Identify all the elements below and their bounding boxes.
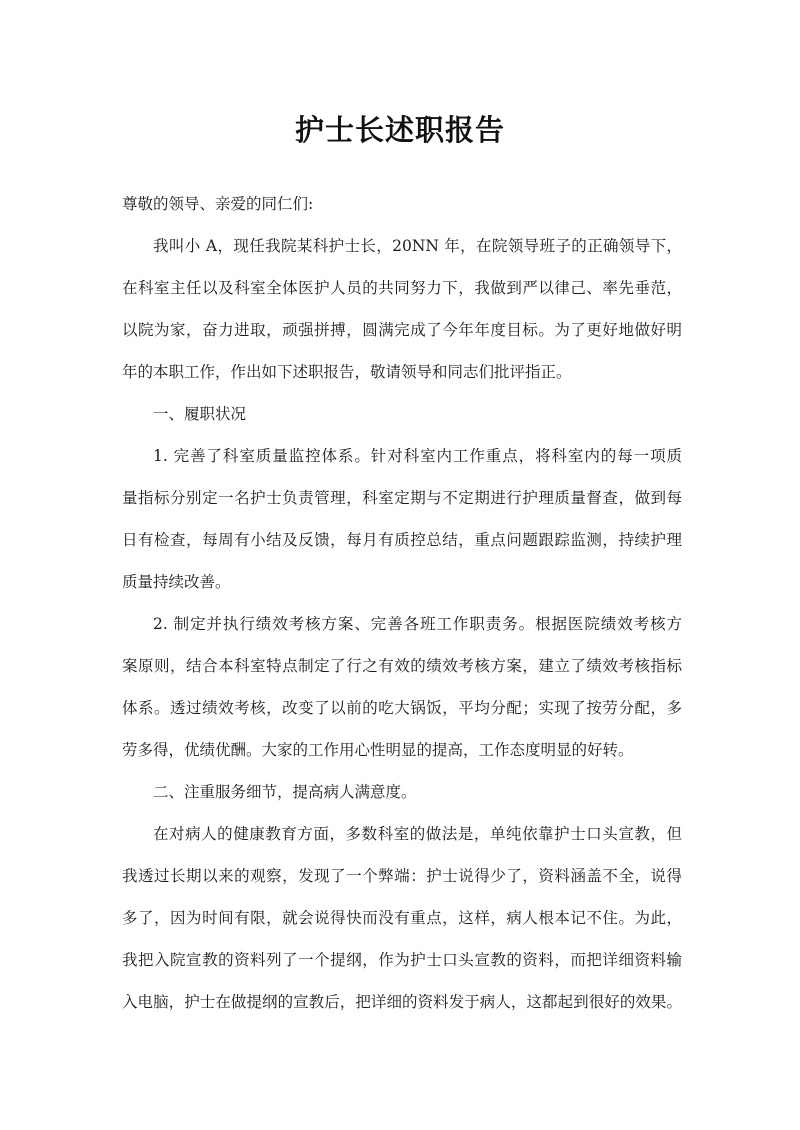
body-line: 我叫小 A，现任我院某科护士长，20NN 年，在院领导班子的正确领导下， [153,237,682,255]
section-heading: 一、履职状况 [153,405,247,423]
salutation-line: 尊敬的领导、亲爱的同仁们: [122,195,314,213]
page-title: 护士长述职报告 [294,113,505,147]
body-line: 在科室主任以及科室全体医护人员的共同努力下，我做到严以律己、率先垂范， [122,279,682,297]
body-line: 2. 制定并执行绩效考核方案、完善各班工作职责务。根据医院绩效考核方 [153,615,682,633]
body-line: 质量持续改善。 [122,573,231,591]
body-line: 1. 完善了科室质量监控体系。针对科室内工作重点，将科室内的每一项质 [153,447,682,465]
body-line: 日有检查，每周有小结及反馈，每月有质控总结，重点问题跟踪监测，持续护理 [122,531,682,549]
body-line: 我把入院宣教的资料列了一个提纲，作为护士口头宣教的资料，而把详细资料输 [122,951,682,969]
body-line: 以院为家，奋力进取，顽强拼搏，圆满完成了今年年度目标。为了更好地做好明 [122,321,682,339]
body-line: 劳多得，优绩优酬。大家的工作用心性明显的提高，工作态度明显的好转。 [122,741,634,759]
body-line: 多了，因为时间有限，就会说得快而没有重点，这样，病人根本记不住。为此， [122,909,682,927]
body-line: 入电脑，护士在做提纲的宣教后，把详细的资料发于病人，这都起到很好的效果。 [122,993,682,1011]
body-line: 案原则，结合本科室特点制定了行之有效的绩效考核方案，建立了绩效考核指标 [122,657,682,675]
body-line: 我透过长期以来的观察，发现了一个弊端：护士说得少了，资料涵盖不全，说得 [122,867,682,885]
document-body [122,183,682,1023]
body-line: 年的本职工作，作出如下述职报告，敬请领导和同志们批评指正。 [122,363,572,381]
body-line: 在对病人的健康教育方面，多数科室的做法是，单纯依靠护士口头宣教，但 [153,825,682,843]
section-heading: 二、注重服务细节，提高病人满意度。 [153,783,417,801]
body-line: 体系。透过绩效考核，改变了以前的吃大锅饭，平均分配；实现了按劳分配，多 [122,699,682,717]
body-line: 量指标分别定一名护士负责管理，科室定期与不定期进行护理质量督查，做到每 [122,489,682,507]
